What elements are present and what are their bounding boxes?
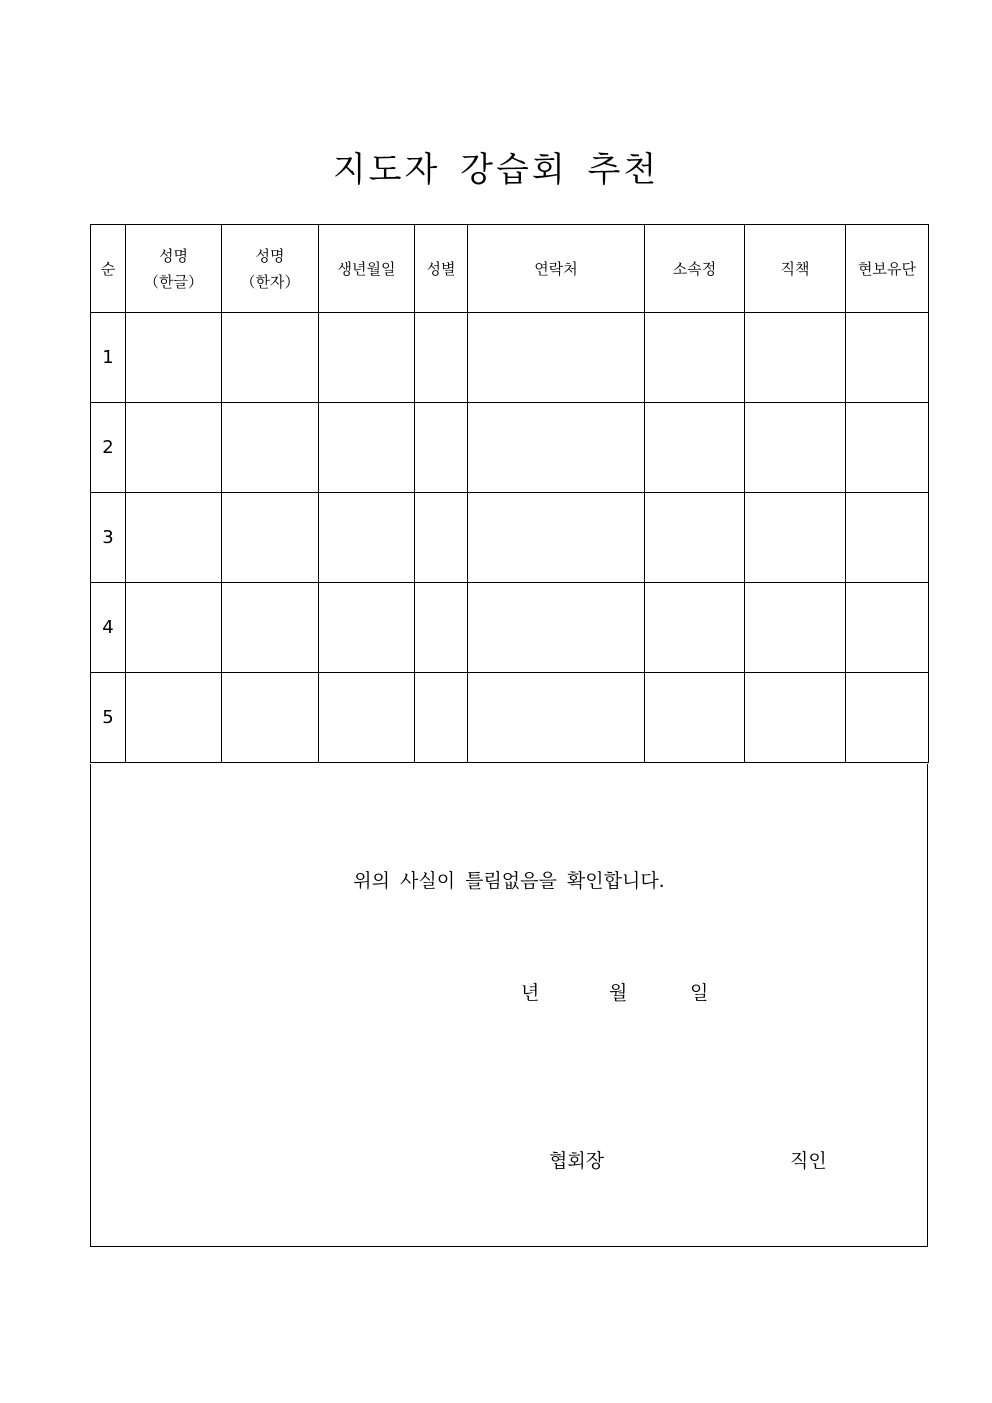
cell-name-korean[interactable] — [126, 493, 222, 583]
row-seq: 4 — [91, 583, 126, 673]
row-seq: 1 — [91, 313, 126, 403]
cell-affiliation[interactable] — [645, 493, 745, 583]
date-year-label: 년 — [521, 982, 540, 1004]
cell-gender[interactable] — [415, 313, 468, 403]
cell-name-korean[interactable] — [126, 403, 222, 493]
cell-dan[interactable] — [846, 673, 929, 763]
table-header-row — [91, 225, 929, 313]
cell-birthdate[interactable] — [319, 673, 415, 763]
cell-position[interactable] — [745, 493, 846, 583]
cell-birthdate[interactable] — [319, 583, 415, 673]
header-affiliation: 소속정 — [645, 225, 745, 313]
official-seal-label: 직인 — [790, 1150, 827, 1172]
cell-dan[interactable] — [846, 493, 929, 583]
cell-name-korean[interactable] — [126, 313, 222, 403]
cell-birthdate[interactable] — [319, 313, 415, 403]
confirmation-statement: 위의 사실이 틀림없음을 확인합니다. — [353, 870, 665, 892]
cell-name-hanja[interactable] — [222, 673, 319, 763]
table-row — [91, 673, 929, 763]
recommendation-table — [90, 224, 929, 763]
date-month-label: 월 — [609, 982, 628, 1004]
header-name-korean — [126, 225, 222, 313]
table-row — [91, 403, 929, 493]
cell-name-hanja[interactable] — [222, 403, 319, 493]
header-position: 직책 — [745, 225, 846, 313]
header-name-korean-line2: （한글） — [144, 272, 203, 291]
cell-contact[interactable] — [468, 403, 645, 493]
header-name-hanja-line1: 성명 — [255, 246, 285, 265]
date-day-label: 일 — [690, 982, 709, 1004]
cell-position[interactable] — [745, 583, 846, 673]
header-name-hanja — [222, 225, 319, 313]
row-seq: 3 — [91, 493, 126, 583]
header-seq: 순 — [91, 225, 126, 313]
cell-contact[interactable] — [468, 673, 645, 763]
cell-affiliation[interactable] — [645, 313, 745, 403]
document-title: 지도자 강습회 추천 — [332, 150, 660, 190]
cell-name-korean[interactable] — [126, 673, 222, 763]
cell-name-hanja[interactable] — [222, 493, 319, 583]
cell-affiliation[interactable] — [645, 673, 745, 763]
cell-affiliation[interactable] — [645, 583, 745, 673]
cell-gender[interactable] — [415, 673, 468, 763]
header-name-hanja-line2: （한자） — [240, 272, 300, 291]
cell-position[interactable] — [745, 403, 846, 493]
cell-dan[interactable] — [846, 313, 929, 403]
cell-birthdate[interactable] — [319, 403, 415, 493]
signer-role-label: 협회장 — [549, 1150, 605, 1172]
row-seq: 5 — [91, 673, 126, 763]
header-dan: 현보유단 — [846, 225, 929, 313]
table-row — [91, 493, 929, 583]
cell-gender[interactable] — [415, 583, 468, 673]
cell-name-korean[interactable] — [126, 583, 222, 673]
cell-dan[interactable] — [846, 583, 929, 673]
header-name-korean-line1: 성명 — [159, 246, 188, 265]
cell-contact[interactable] — [468, 493, 645, 583]
cell-birthdate[interactable] — [319, 493, 415, 583]
cell-gender[interactable] — [415, 403, 468, 493]
cell-contact[interactable] — [468, 583, 645, 673]
row-seq: 2 — [91, 403, 126, 493]
cell-position[interactable] — [745, 313, 846, 403]
cell-dan[interactable] — [846, 403, 929, 493]
table-row — [91, 583, 929, 673]
header-birthdate: 생년월일 — [319, 225, 415, 313]
header-contact: 연락처 — [468, 225, 645, 313]
cell-affiliation[interactable] — [645, 403, 745, 493]
cell-contact[interactable] — [468, 313, 645, 403]
cell-name-hanja[interactable] — [222, 583, 319, 673]
cell-gender[interactable] — [415, 493, 468, 583]
cell-name-hanja[interactable] — [222, 313, 319, 403]
header-gender: 성별 — [415, 225, 468, 313]
table-row — [91, 313, 929, 403]
confirmation-section — [90, 764, 928, 1247]
cell-position[interactable] — [745, 673, 846, 763]
